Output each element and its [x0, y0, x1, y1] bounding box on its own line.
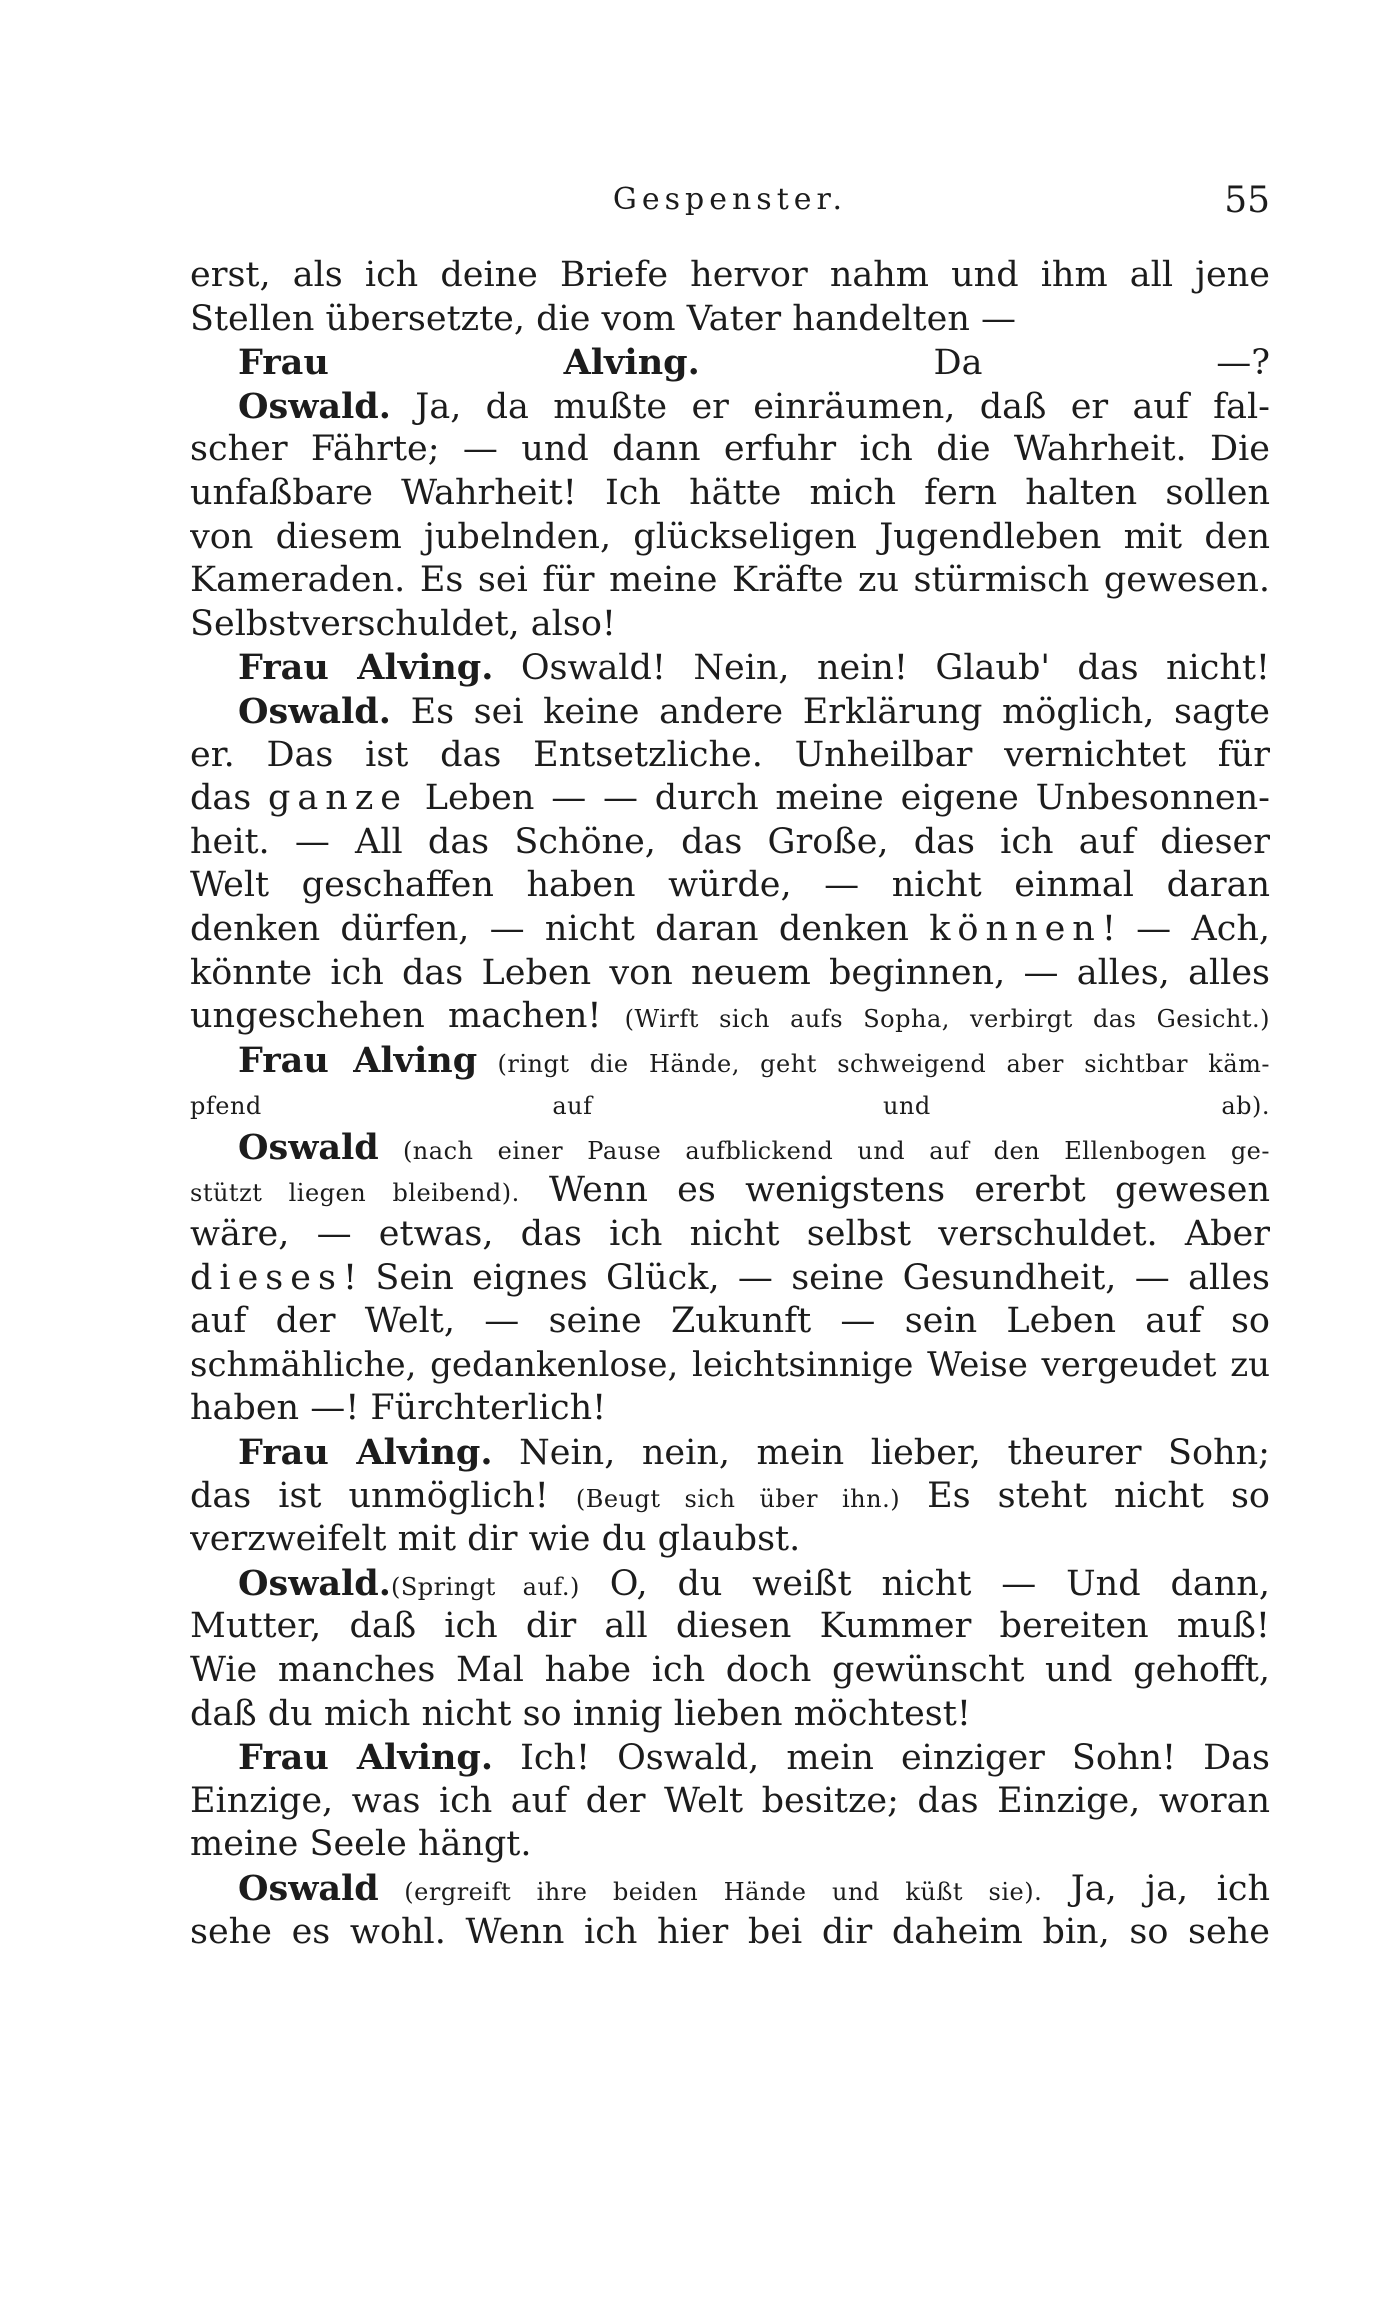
text-line	[190, 603, 1270, 647]
stage-direction: (Beugt sich über ihn.)	[575, 1484, 901, 1513]
line-text: Leben — — durch meine eigene Unbesonnen-	[408, 778, 1270, 819]
stage-direction: (ringt die Hände, geht schweigend aber sichtbar käm-	[477, 1049, 1270, 1078]
speech-line	[190, 385, 1270, 429]
speech-line	[190, 1562, 1270, 1606]
speaker-name: Oswald	[238, 1867, 379, 1909]
speaker-name: Frau Alving.	[238, 1432, 493, 1474]
line-text: Und dann,	[1066, 1563, 1270, 1604]
line-text: Mutter, daß ich dir all diesen Kummer bereiten muß!	[190, 1606, 1270, 1647]
text-line	[190, 734, 1270, 778]
speaker-name: Frau Alving	[238, 1039, 478, 1081]
line-text: Da —?	[699, 343, 1270, 384]
line-text: er. Das ist das Entsetzliche. Unheilbar vernichtet für	[190, 734, 1270, 775]
text-line	[190, 254, 1270, 298]
line-text: Wenn es wenigstens ererbt gewesen	[519, 1170, 1270, 1211]
line-text: Welt geschaffen haben würde, — nicht einmal daran	[190, 865, 1270, 906]
speech-line	[190, 341, 1270, 385]
page-header	[190, 182, 1270, 228]
line-text: könnte ich das Leben von neuem beginnen, — alles, alles	[190, 952, 1270, 993]
line-text: haben —! Fürchterlich!	[190, 1388, 607, 1429]
line-text: Nein, nein, mein lieber, theurer Sohn;	[492, 1433, 1270, 1474]
line-text: heit. — All das Schöne, das Große, das ich auf dieser	[190, 821, 1270, 862]
text-line	[190, 1257, 1270, 1301]
text-line	[190, 1518, 1270, 1562]
speaker-name: Oswald.	[238, 1562, 391, 1604]
line-text: ! Sein eignes Glück, — seine Gesundheit, — alles	[342, 1257, 1270, 1298]
stage-direction: (nach einer Pause aufblickend und auf den Ellenbogen ge-	[378, 1136, 1270, 1165]
emphasized-text: können	[929, 908, 1102, 949]
line-text: verzweifelt mit dir wie du glaubst.	[190, 1519, 801, 1560]
text-line	[190, 1649, 1270, 1693]
stage-direction: (Wirft sich aufs Sopha, verbirgt das Gesicht.)	[624, 1005, 1270, 1034]
text-line	[190, 1823, 1270, 1867]
text-line	[190, 864, 1270, 908]
speaker-name: Frau Alving.	[238, 342, 700, 384]
text-line	[190, 777, 1270, 821]
line-text: sehe es wohl. Wenn ich hier bei dir daheim bin, so sehe	[190, 1911, 1270, 1952]
stage-direction: (ergreift ihre beiden Hände und küßt sie).	[378, 1877, 1043, 1906]
text-line	[190, 821, 1270, 865]
line-text: Es sei keine andere Erklärung möglich, sagte	[390, 691, 1270, 732]
line-text: von diesem jubelnden, glückseligen Jugendleben mit den	[190, 516, 1270, 557]
speaker-name: Frau Alving.	[238, 647, 494, 689]
text-line	[190, 1693, 1270, 1737]
stage-direction: (Springt auf.)	[390, 1572, 580, 1601]
text-line	[190, 298, 1270, 342]
speech-line	[190, 1431, 1270, 1475]
text-line	[190, 1387, 1270, 1431]
text-line	[190, 1300, 1270, 1344]
line-text: das	[190, 778, 269, 819]
text-line	[190, 952, 1270, 996]
line-text: Einzige, was ich auf der Welt besitze; das Einzige, woran	[190, 1780, 1270, 1821]
speech-line	[190, 1736, 1270, 1780]
line-text: unfaßbare Wahrheit! Ich hätte mich fern halten sollen	[190, 472, 1270, 513]
line-text: Ja, ja, ich	[1042, 1868, 1270, 1909]
text-line	[190, 472, 1270, 516]
speech-line	[190, 1867, 1270, 1911]
body-text	[190, 254, 1270, 1954]
speaker-name: Oswald.	[238, 690, 391, 732]
stage-direction-line	[190, 1082, 1270, 1126]
speaker-name: Oswald.	[238, 385, 391, 427]
line-text: Stellen übersetzte, die vom Vater handelten —	[190, 298, 1016, 339]
line-text: meine Seele hängt.	[190, 1824, 532, 1865]
speech-line	[190, 1126, 1270, 1170]
text-line	[190, 1605, 1270, 1649]
line-text: ! — Ach,	[1101, 908, 1270, 949]
stage-direction: stützt liegen bleibend).	[190, 1179, 520, 1208]
line-text: wäre, — etwas, das ich nicht selbst verschuldet. Aber	[190, 1214, 1270, 1255]
line-text: erst, als ich deine Briefe hervor nahm und ihm all jene	[190, 255, 1270, 295]
text-line	[190, 516, 1270, 560]
stage-direction: pfend auf und ab).	[190, 1092, 1270, 1121]
line-text: Ich! Oswald, mein einziger Sohn! Das	[493, 1738, 1270, 1779]
text-line	[190, 559, 1270, 603]
line-text: Es steht nicht so	[900, 1475, 1270, 1516]
emphasized-text: dieses	[190, 1257, 343, 1298]
emphasized-text: ganze	[268, 778, 408, 819]
line-text: daß du mich nicht so innig lieben möchtest!	[190, 1693, 971, 1734]
line-text: schmähliche, gedankenlose, leichtsinnige Weise vergeudet zu	[190, 1344, 1270, 1385]
text-line	[190, 1169, 1270, 1213]
text-line	[190, 1344, 1270, 1388]
speech-line	[190, 646, 1270, 690]
text-line	[190, 995, 1270, 1039]
text-line	[190, 428, 1270, 472]
text-line	[190, 1475, 1270, 1519]
text-line	[190, 1911, 1270, 1955]
line-text: denken dürfen, — nicht daran denken	[190, 908, 930, 949]
text-line	[190, 1780, 1270, 1824]
speech-line	[190, 1039, 1270, 1083]
page-number: 55	[1224, 180, 1270, 221]
line-text: ungeschehen machen!	[190, 996, 625, 1037]
line-text: das ist unmöglich!	[190, 1475, 576, 1516]
line-text: auf der Welt, — seine Zukunft — sein Leben auf so	[190, 1301, 1270, 1342]
line-text: Oswald! Nein, nein! Glaub' das nicht!	[493, 648, 1270, 689]
text-line	[190, 1213, 1270, 1257]
speaker-name: Oswald	[238, 1126, 379, 1168]
line-text: Wie manches Mal habe ich doch gewünscht und gehofft,	[190, 1650, 1270, 1690]
line-text: Kameraden. Es sei für meine Kräfte zu stürmisch gewesen.	[190, 560, 1270, 601]
speaker-name: Frau Alving.	[238, 1737, 494, 1779]
line-text: Selbstverschuldet, also!	[190, 603, 616, 644]
speech-line	[190, 690, 1270, 734]
line-text: O, du weißt nicht —	[579, 1563, 1067, 1604]
line-text: Ja, da mußte er einräumen, daß er auf fal-	[390, 386, 1270, 427]
line-text: scher Fährte; — und dann erfuhr ich die Wahrheit. Die	[190, 429, 1270, 470]
text-line	[190, 908, 1270, 952]
running-title: Gespenster.	[612, 182, 848, 217]
